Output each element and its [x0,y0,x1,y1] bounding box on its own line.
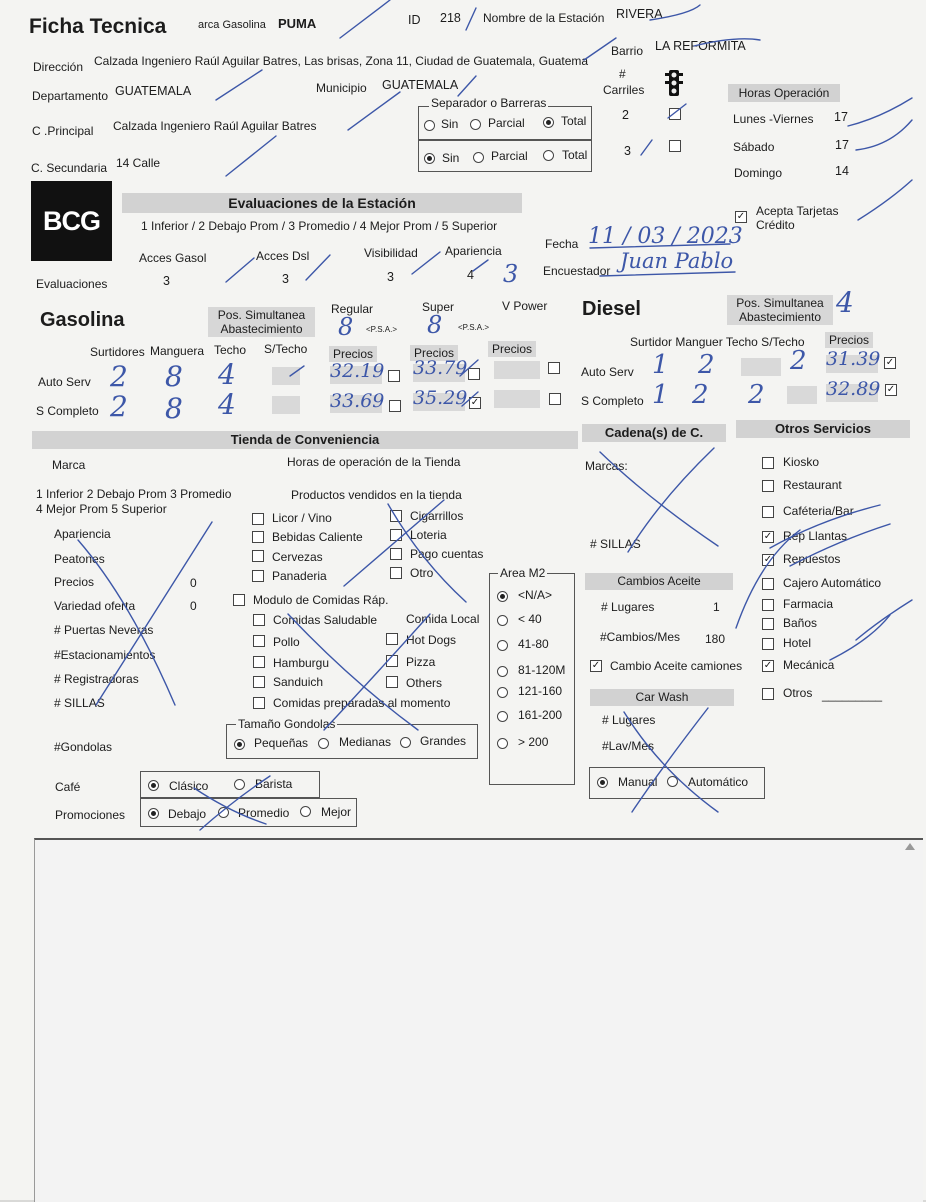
gasolina-auto-label: Auto Serv [38,375,91,389]
area-na: <N/A> [518,588,553,602]
tienda-apariencia: Apariencia [54,527,111,541]
gasolina-col-techo: Techo [214,343,247,357]
estacion-value: RIVERA [616,7,663,21]
sep-secundaria-parcial: Parcial [491,149,528,163]
cadena-title: Cadena(s) de C. [582,424,726,442]
domingo-value: 14 [835,164,849,178]
tienda-precios-value: 0 [190,576,197,590]
acces-dsl-label: Acces Dsl [256,249,310,263]
super-pos-handwritten: 8 [427,311,443,339]
comidas-saludable-label: Comidas Saludable [273,613,378,627]
marca-value: PUMA [278,16,317,31]
gasolina-completo-super-price: 35.29 [413,387,468,409]
otros-5-label: Cajero Automático [783,576,882,590]
otros-4-label: Repuestos [783,552,841,566]
super-label: Super [422,300,455,314]
carwash-title: Car Wash [590,689,734,706]
estacion-label: Nombre de la Estación [483,11,605,25]
gasolina-completo-label: S Completo [36,404,99,418]
comidas-preparadas-label: Comidas preparadas al momento [273,696,451,710]
gasolina-completo-manguera: 8 [165,392,183,425]
gasolina-pos-simultanea: Pos. Simultanea Abastecimiento [208,307,315,337]
otros-0-label: Kiosko [783,455,820,469]
visibilidad-value: 3 [387,270,394,284]
gasolina-col-stecho: S/Techo [264,342,308,356]
sep-principal-parcial: Parcial [488,116,525,130]
diesel-auto-manguera: 2 [698,350,715,380]
precios-regular-label: Precios [329,346,377,362]
tienda-registradoras: # Registradoras [54,672,139,686]
otros-9-label: Mecánica [783,658,835,672]
departamento-value: GUATEMALA [115,84,192,98]
carriles-hash: # [619,67,626,81]
otros-6-label: Farmacia [783,597,834,611]
carwash-automatico: Automático [688,775,749,789]
super-psa: <P.S.A.> [458,323,489,332]
otros-10-label: Otros [783,686,813,700]
cambios-mes-label: #Cambios/Mes [600,630,681,644]
evaluaciones-title: Evaluaciones de la Estación [122,193,522,213]
diesel-completo-techo: 2 [748,380,765,410]
cadena-sillas: # SILLAS [590,537,641,551]
licor-label: Licor / Vino [272,511,332,525]
otros-3-checkbox[interactable]: ✓ [763,531,773,542]
otros-servicios-title: Otros Servicios [736,420,910,438]
gasolina-completo-super-checkbox[interactable]: ✓ [470,397,480,408]
fecha-label: Fecha [545,237,579,251]
lunes-value: 17 [834,110,848,124]
gasolina-col-surtidores: Surtidores [90,345,145,359]
regular-label: Regular [331,302,374,316]
gondolas-grandes: Grandes [420,734,467,748]
barrio-label: Barrio [611,44,644,58]
lunes-label: Lunes -Viernes [733,112,814,126]
sep-principal-total: Total [561,114,587,128]
sep-secundaria-total: Total [562,148,588,162]
gasolina-completo-techo: 4 [218,388,236,421]
pago-cuentas-label: Pago cuentas [410,547,484,561]
c-secundaria-value: 14 Calle [116,156,161,170]
cadena-marcas: Marcas: [585,459,628,473]
tienda-title: Tienda de Conveniencia [32,431,578,449]
gasolina-completo-surtidores: 2 [110,390,128,423]
cafe-clasico: Clásico [169,779,209,793]
diesel-cols: Surtidor Manguer Techo S/Techo [630,335,805,349]
panaderia-label: Panaderia [272,569,327,583]
diesel-auto-checkbox[interactable]: ✓ [885,357,895,368]
cambios-lugares-label: # Lugares [601,600,655,614]
acces-gasol-value: 3 [163,274,170,288]
otros-8-label: Hotel [783,636,812,650]
tienda-marca-label: Marca [52,458,86,472]
promo-promedio: Promedio [238,806,290,820]
tienda-gondolas: #Gondolas [54,740,113,754]
precios-super-label: Precios [410,345,458,361]
carwash-manual: Manual [618,775,658,789]
sabado-label: Sábado [733,140,775,154]
acepta-tarjetas-checkbox[interactable]: ✓ [736,211,746,222]
diesel-precios-label: Precios [825,332,873,348]
area-lt40: < 40 [518,612,542,626]
apariencia-handwritten: 3 [503,260,519,288]
tienda-scale-2: 4 Mejor Prom 5 Superior [36,502,167,516]
diesel-auto-stecho: 2 [790,346,807,376]
gasolina-auto-super-price: 33.79 [413,357,468,379]
others-label: Others [406,676,443,690]
cambios-mes-value: 180 [705,632,726,646]
diesel-completo-label: S Completo [581,394,644,408]
cervezas-label: Cervezas [272,550,323,564]
tienda-peatones: Peatones [54,552,105,566]
diesel-auto-label: Auto Serv [581,365,634,379]
sanduich-label: Sanduich [273,675,324,689]
carriles-principal-value: 2 [622,108,629,122]
hamburgu-label: Hamburgu [273,656,330,670]
area-121-160: 121-160 [518,684,563,698]
comida-local-label: Comida Local [406,612,480,626]
tienda-sillas: # SILLAS [54,696,105,710]
gondolas-pequenas: Pequeñas [254,736,309,750]
area-41-80: 41-80 [518,637,549,651]
sep-principal-sin: Sin [441,117,459,131]
diesel-completo-manguera: 2 [692,380,709,410]
carwash-lugares: # Lugares [602,713,656,727]
id-label: ID [408,13,421,27]
modulo-label: Modulo de Comidas Ráp. [253,593,389,607]
otros-7-label: Baños [783,616,818,630]
area-gt200: > 200 [518,735,549,749]
acepta-tarjetas-label: Acepta Tarjetas Crédito [756,204,839,232]
tienda-estacionamientos: #Estacionamientos [54,648,156,662]
cigarrillos-label: Cigarrillos [410,509,464,523]
apariencia-label: Apariencia [445,244,502,258]
horas-operacion-title: Horas Operación [728,84,840,102]
domingo-label: Domingo [734,166,783,180]
bebidas-label: Bebidas Caliente [272,530,363,544]
camiones-checkbox[interactable]: ✓ [591,660,601,671]
vpower-label: V Power [502,299,548,313]
promo-mejor: Mejor [321,805,352,819]
visibilidad-label: Visibilidad [364,246,418,260]
tienda-variedad: Variedad oferta [54,599,136,613]
evaluaciones-row-label: Evaluaciones [36,277,108,291]
tienda-variedad-value: 0 [190,599,197,613]
cambios-lugares-value: 1 [713,600,720,614]
diesel-pos-simultanea: Pos. Simultanea Abastecimiento [727,295,833,325]
barrio-value: LA REFORMITA [655,39,746,53]
promo-debajo: Debajo [168,807,207,821]
sep-secundaria-sin: Sin [442,151,460,165]
sabado-value: 17 [835,138,849,152]
loteria-label: Loteria [410,528,447,542]
productos-label: Productos vendidos en la tienda [291,488,462,502]
gasolina-auto-surtidores: 2 [110,360,128,393]
c-principal-value: Calzada Ingeniero Raúl Aguilar Batres [113,119,317,133]
acces-gasol-label: Acces Gasol [139,251,207,265]
promo-label: Promociones [55,808,126,822]
id-value: 218 [440,11,461,25]
municipio-label: Municipio [316,81,367,95]
municipio-value: GUATEMALA [382,78,459,92]
direccion-label: Dirección [33,60,84,74]
camiones-label: Cambio Aceite camiones [610,659,743,673]
evaluaciones-scale: 1 Inferior / 2 Debajo Prom / 3 Promedio / 4 Mejor Prom / 5 Superior [141,219,498,233]
bcg-logo-text: BCG [43,206,100,236]
otros-2-label: Caféteria/Bar [783,504,854,518]
diesel-completo-price: 32.89 [826,378,881,400]
marca-label: arca Gasolina [198,19,266,31]
carriles-secundaria-value: 3 [624,144,631,158]
gasolina-auto-manguera: 8 [165,360,183,393]
apariencia-value: 4 [467,268,474,282]
otros-9-checkbox[interactable]: ✓ [763,660,773,671]
otros-3-label: Rep Llantas [783,529,848,543]
diesel-completo-surtidor: 1 [652,380,669,410]
gasolina-auto-regular-price: 32.19 [330,360,385,382]
gasolina-title: Gasolina [40,309,125,331]
pizza-label: Pizza [406,655,436,669]
carriles-label: Carriles [603,83,645,97]
diesel-completo-checkbox[interactable]: ✓ [886,384,896,395]
departamento-label: Departamento [32,89,109,103]
otro-label: Otro [410,566,434,580]
gondolas-medianas: Medianas [339,735,392,749]
acces-dsl-value: 3 [282,272,289,286]
form-title: Ficha Tecnica [29,15,167,38]
carwash-lav-mes: #Lav/Mes [602,739,655,753]
encuestador-handwritten: Juan Pablo [620,249,734,273]
cambios-aceite-title: Cambios Aceite [585,573,733,590]
tienda-horas-label: Horas de operación de la Tienda [287,455,461,469]
area-title: Area M2 [500,566,546,580]
otros-1-label: Restaurant [783,478,842,492]
direccion-value: Calzada Ingeniero Raúl Aguilar Batres, Las brisas, Zona 11, Ciudad de Guatemala, Guatema [94,54,589,68]
separador-label: Separador o Barreras [431,96,547,110]
regular-pos-handwritten: 8 [338,313,354,341]
diesel-pos-handwritten: 4 [836,286,854,319]
gasolina-col-manguera: Manguera [150,344,205,358]
gondolas-title: Tamaño Gondolas [238,717,336,731]
tienda-scale-1: 1 Inferior 2 Debajo Prom 3 Promedio [36,487,232,501]
area-81-120: 81-120M [518,663,566,677]
otros-line: _________ [822,688,883,702]
diesel-auto-price: 31.39 [826,348,881,370]
c-principal-label: C .Principal [32,124,94,138]
pollo-label: Pollo [273,635,300,649]
otros-4-checkbox[interactable]: ✓ [763,554,773,565]
gasolina-completo-regular-price: 33.69 [330,390,385,412]
tienda-puertas-neveras: # Puertas Neveras [54,623,154,637]
encuestador-label: Encuestador [543,264,611,278]
diesel-auto-surtidor: 1 [652,350,669,380]
tienda-precios: Precios [54,575,95,589]
fecha-handwritten: 11 / 03 / 2023 [588,224,743,249]
precios-vpower-label: Precios [488,341,536,357]
cafe-label: Café [55,780,81,794]
regular-psa: <P.S.A.> [366,325,397,334]
gasolina-auto-techo: 4 [218,358,236,391]
area-161-200: 161-200 [518,708,563,722]
hot-dogs-label: Hot Dogs [406,633,457,647]
cafe-barista: Barista [255,777,293,791]
diesel-title: Diesel [582,298,641,320]
c-secundaria-label: C. Secundaria [31,161,108,175]
